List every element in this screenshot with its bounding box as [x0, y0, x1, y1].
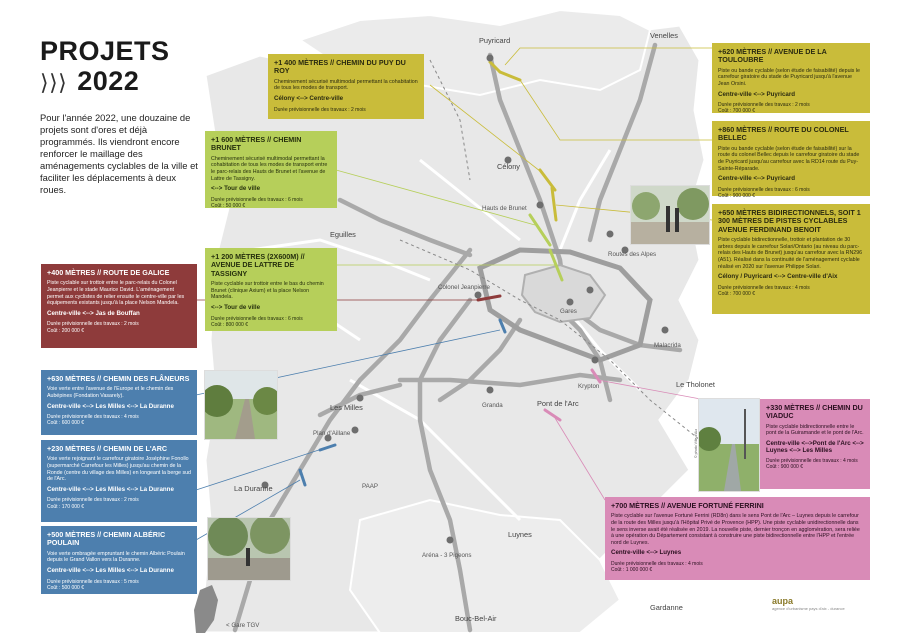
place-eguilles: Eguilles	[330, 230, 356, 239]
place-les-milles: Les Milles	[330, 403, 363, 412]
project-cost: Coût : 700 000 €	[718, 290, 755, 297]
place-puyricard: Puyricard	[479, 36, 511, 45]
project-duration: Durée prévisionnelle des travaux : 4 mois	[47, 414, 139, 421]
project-description: Piste cyclable bidirectionnelle entre le pont de la Guiramande et le pont de l'Arc.	[766, 423, 864, 437]
project-description: Voie verte rejoignant le carrefour giratoire Joséphine Fonollo (supermarché Carrefour les Milles) jusqu'au chemin de la Ronde (centre du village des Milles) en longeant la berge sud de l'Arc.	[47, 456, 191, 483]
place-colonel-jeanpierre: Colonel Jeanpierre	[438, 284, 490, 291]
project-card-brunet	[205, 131, 337, 208]
photo-chemin-poulain-image	[208, 518, 290, 580]
place-venelles: Venelles	[650, 31, 678, 40]
aupa-logo-subtitle: agence d'urbanisme pays d'aix - durance	[772, 606, 845, 611]
project-description: Piste cyclable sur trottoir entre le bas du chemin Brunet (clinique Axium) et la place Nelson Mandela.	[211, 281, 324, 301]
project-duration: Durée prévisionnelle des travaux : 6 mois	[211, 315, 303, 322]
project-heading: +860 MÈTRES // ROUTE DU COLONEL BELLEC	[718, 125, 849, 143]
project-duration: Durée prévisionnelle des travaux : 4 mois	[611, 560, 703, 567]
photo-avenue-benoit-image	[631, 186, 709, 244]
project-description: Piste cyclable sur l'avenue Fortuné Ferrini (RD8n) dans le sens Pont de l'Arc – Luynes depuis le carrefour de la route des Milles jusqu'à l'Hôpital Privé de Provence (HPP). Une piste cyclable unidirectionnelle dans le sens inverse avait été réalisée en 2019. La nouvelle piste, dernier tronçon en agglomération, sera reliée à une opération du Département consistant à construire une piste bidirectionnelle entre l'HPP et l'entrée nord de Luynes.	[611, 513, 860, 546]
place-hauts-brunet: Hauts de Brunet	[482, 205, 527, 212]
project-card-viaduc	[760, 399, 870, 489]
project-duration: Durée prévisionnelle des travaux : 4 mois	[718, 284, 810, 291]
project-heading: +700 MÈTRES // AVENUE FORTUNÉ FERRINI	[611, 501, 764, 510]
project-cost: Coût : 900 000 €	[766, 464, 803, 471]
project-cost: Coût : 600 000 €	[47, 420, 84, 427]
place-gares: Gares	[560, 308, 577, 315]
project-cost: Coût : 170 000 €	[47, 503, 84, 510]
place-gardanne: Gardanne	[650, 603, 683, 612]
place-celony: Célony	[497, 162, 521, 171]
project-route: Centre-ville <--> Jas de Bouffan	[47, 309, 140, 317]
place-malacrida: Malacrida	[654, 342, 681, 349]
project-description: Piste ou bande cyclable (selon étude de faisabilité) sur la route du colonel Bellec depuis le carrefour giratoire du stade de Puyricard jusqu'au carrefour avec la RD14 route du Puy-Sainte-Réparade.	[718, 145, 860, 172]
project-cost: Coût : 500 000 €	[47, 584, 84, 591]
photo-chemin-flaneurs	[204, 370, 278, 440]
project-description: Voie verte entre l'avenue de l'Europe et le chemin des Aubépines (Fondation Vasarely).	[47, 386, 174, 399]
project-route: Centre-ville <--> Les Milles <--> La Duranne	[47, 567, 174, 574]
project-description: Cheminement sécurisé multimodal permettant la cohabitation de tous les modes de transport.	[274, 78, 418, 92]
place-bouc-bel-air: Bouc-Bel-Air	[455, 614, 497, 623]
aupa-logo	[772, 596, 845, 611]
project-card-galice	[41, 264, 197, 348]
project-cost: Coût : 700 000 €	[718, 108, 755, 115]
project-duration: Durée prévisionnelle des travaux : 6 mois	[211, 196, 303, 203]
page-title	[40, 36, 170, 98]
project-route: Centre-ville <--> Les Milles <--> La Duranne	[47, 402, 174, 410]
project-duration: Durée prévisionnelle des travaux : 4 mois	[766, 458, 858, 465]
project-duration: Durée prévisionnelle des travaux : 2 mois	[274, 106, 366, 113]
place-krypton: Krypton	[578, 383, 600, 390]
place-gare-tgv: < Gare TGV	[226, 622, 260, 629]
chevrons-icon: ⟩⟩⟩	[40, 70, 68, 95]
project-description: Cheminement sécurisé multimodal permettant la cohabitation de tous les modes de transport entre le parc-relais des Hauts de Brunet et l'avenue de Lattre de Tassigny.	[211, 155, 328, 182]
place-plan-aillane: Plan d'Aillane	[313, 430, 351, 437]
project-route: Centre-ville <--> Les Milles <--> La Duranne	[47, 485, 174, 493]
place-routes-alpes: Routes des Alpes	[608, 251, 657, 258]
project-heading: +650 MÈTRES BIDIRECTIONNELS, SOIT 1 300 MÈTRES DE PISTES CYCLABLES AVENUE FERDINAND BENOIT	[718, 208, 861, 234]
project-heading: +1 400 MÈTRES // CHEMIN DU PUY DU ROY	[274, 58, 406, 76]
project-heading: +620 MÈTRES // AVENUE DE LA TOULOUBRE	[718, 47, 827, 65]
project-card-benoit	[712, 204, 870, 314]
project-route: Célony / Puyricard <--> Centre-ville d'Aix	[718, 273, 838, 281]
place-arena: Aréna - 3 Pigeons	[422, 552, 472, 559]
project-route: Célony <--> Centre-ville	[274, 95, 344, 102]
project-card-bellec	[712, 121, 870, 199]
project-cost: Coût : 900 000 €	[718, 192, 755, 199]
project-duration: Durée prévisionnelle des travaux : 2 mois	[47, 321, 139, 328]
photo-avenue-benoit	[630, 185, 710, 245]
project-cost: Coût : 50 000 €	[211, 202, 246, 209]
project-card-puy-du-roy	[268, 54, 424, 119]
project-cost: Coût : 800 000 €	[211, 321, 248, 328]
project-heading: +1 600 MÈTRES // CHEMIN BRUNET	[211, 135, 302, 153]
project-card-arc	[41, 440, 197, 522]
aupa-logo-name: aupa	[772, 596, 794, 606]
project-card-poulain	[41, 526, 197, 594]
place-pont-arc: Pont de l'Arc	[537, 399, 579, 408]
project-description: Piste cyclable sur trottoir entre le parc-relais du Colonel Jeanpierre et le stade Maurice David. L'aménagement permet aux cyclistes de relier ensuite le centre-ville par les équipements existants jusqu'à la place Nelson Mandela.	[47, 280, 185, 307]
project-card-lattre	[205, 248, 337, 331]
project-duration: Durée prévisionnelle des travaux : 5 mois	[47, 578, 139, 585]
place-la-duranne: La Duranne	[234, 484, 273, 493]
project-description: Piste cyclable bidirectionnelle, trottoir et plantation de 30 arbres depuis le carrefour Solari/Ontario (au niveau du parc-relais des Hauts de Brunet) jusqu'au carrefour avec la RN296 (A51). Réalisé dans la continuité de l'aménagement cyclable réalisé en 2020 sur l'avenue Philippe Solari.	[718, 237, 863, 270]
photo-chemin-poulain	[207, 517, 291, 581]
place-le-tholonet: Le Tholonet	[676, 380, 715, 389]
project-card-touloubre	[712, 43, 870, 113]
project-cost: Coût : 1 000 000 €	[611, 567, 653, 574]
project-heading: +330 MÈTRES // CHEMIN DU VIADUC	[766, 403, 863, 421]
project-route: <--> Tour de ville	[211, 185, 261, 193]
photo-credit: © photo Ville d'Aix	[694, 428, 698, 458]
project-duration: Durée prévisionnelle des travaux : 6 mois	[718, 186, 810, 193]
place-luynes: Luynes	[508, 530, 532, 539]
project-card-flaneurs	[41, 370, 197, 435]
project-cost: Coût : 200 000 €	[47, 327, 84, 334]
intro-text: Pour l'année 2022, une douzaine de projets sont d'ores et déjà programmés. Ils viendront encore renforcer le maillage des aménagements cyclables de la ville et faciliter les déplacements à deux roues.	[40, 112, 198, 195]
place-paap: PAAP	[362, 483, 379, 490]
title-line2: 2022	[77, 66, 140, 96]
project-duration: Durée prévisionnelle des travaux : 2 mois	[718, 102, 810, 109]
project-heading: +1 200 MÈTRES (2X600M) // AVENUE DE LATTRE DE TASSIGNY	[211, 252, 305, 278]
project-description: Piste ou bande cyclable (selon étude de faisabilité) depuis le carrefour giratoire du stade de Puyricard jusqu'à l'avenue Jean Orsini.	[718, 67, 860, 87]
project-route: <--> Tour de ville	[211, 304, 261, 311]
project-description: Voie verte ombragée empruntant le chemin Albéric Poulain depuis le Grand Vallon vers la Duranne.	[47, 550, 185, 564]
project-card-ferrini	[605, 497, 870, 580]
project-route: Centre-ville <--> Luynes	[611, 549, 682, 557]
project-heading: +230 MÈTRES // CHEMIN DE L'ARC	[47, 444, 168, 453]
photo-chemin-viaduc	[698, 398, 760, 492]
photo-chemin-flaneurs-image	[205, 371, 277, 439]
project-duration: Durée prévisionnelle des travaux : 2 mois	[47, 497, 139, 504]
project-heading: +500 MÈTRES // CHEMIN ALBÉRIC POULAIN	[47, 530, 166, 548]
photo-chemin-viaduc-image	[699, 399, 759, 491]
place-granda: Granda	[482, 402, 503, 409]
project-route: Centre-ville <--> Puyricard	[718, 90, 796, 98]
title-line1: PROJETS	[40, 36, 170, 66]
project-heading: +400 MÈTRES // ROUTE DE GALICE	[47, 268, 170, 277]
project-heading: +630 MÈTRES // CHEMIN DES FLÂNEURS	[47, 374, 190, 383]
project-route: Centre-ville <--> Puyricard	[718, 175, 796, 183]
project-route: Centre-ville <-->Pont de l'Arc <--> Luynes <--> Les Milles	[766, 440, 864, 454]
